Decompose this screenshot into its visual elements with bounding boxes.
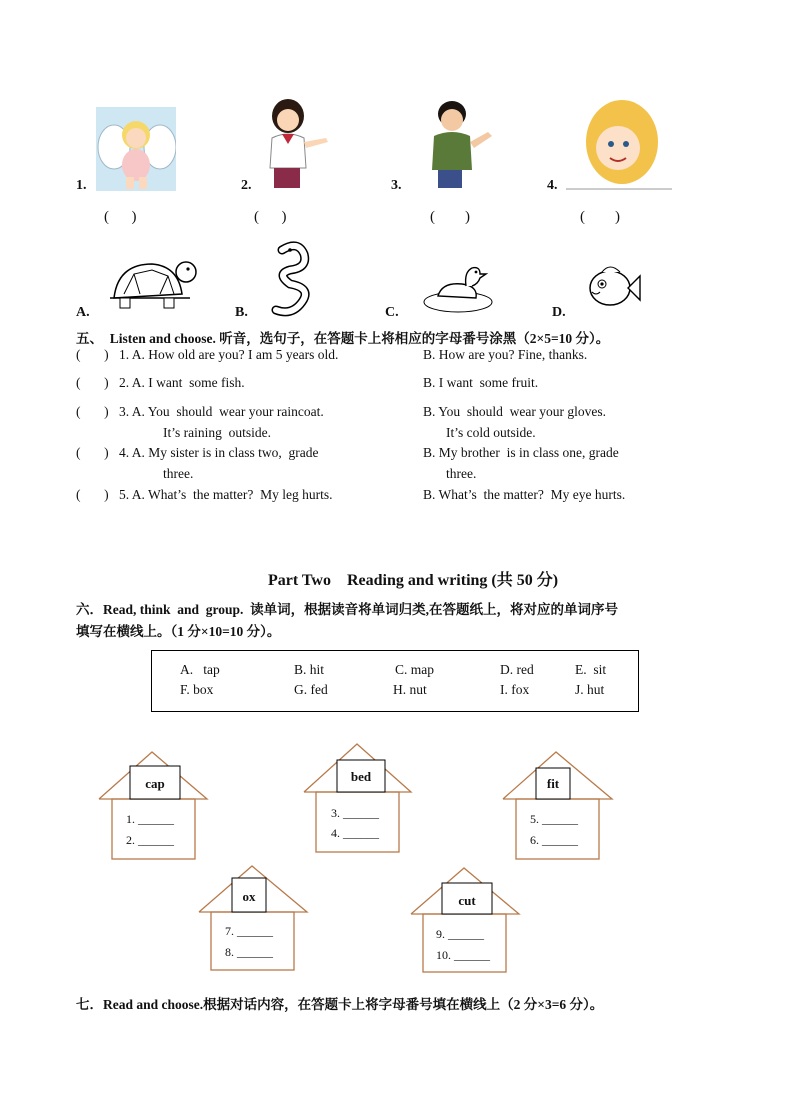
section-5-heading: 五、 Listen and choose. 听音，选句子，在答题卡上将相应的字母番号涂黑（2×5=10 分）。: [76, 331, 610, 346]
option-label-c: C.: [385, 305, 399, 320]
section-7-heading: 七．Read and choose.根据对话内容，在答题卡上将字母番号填在横线上（2 分×3=6 分）。: [76, 997, 604, 1012]
word-j: J. hut: [575, 682, 605, 697]
house-cap-word: cap: [145, 776, 165, 791]
blank-4[interactable]: 4. ______: [331, 826, 379, 840]
picture-number-3: 3.: [391, 178, 402, 193]
snake-picture: [268, 240, 324, 318]
blank-9[interactable]: 9. ______: [436, 927, 484, 941]
house-ox-word: ox: [242, 889, 256, 904]
blank-6[interactable]: 6. ______: [530, 833, 578, 847]
question-2-option-a: 2. A. I want some fish.: [119, 375, 245, 390]
house-fit-word: fit: [546, 776, 560, 791]
picture-boy: [426, 98, 498, 190]
word-e: E. sit: [575, 662, 607, 677]
question-4-option-a-cont: three.: [163, 466, 194, 481]
word-b: B. hit: [294, 662, 325, 677]
question-bracket-4[interactable]: ( ): [76, 445, 109, 460]
picture-number-2: 2.: [241, 178, 252, 193]
section-6-heading-line-2: 填写在横线上。（1 分×10=10 分）。: [76, 624, 281, 639]
fish-picture: [584, 262, 642, 312]
turtle-picture: [104, 256, 198, 312]
option-label-b: B.: [235, 305, 248, 320]
picture-angel: [96, 107, 176, 191]
blank-10[interactable]: 10. ______: [436, 948, 490, 962]
option-label-a: A.: [76, 305, 90, 320]
question-3-option-b-cont: It’s cold outside.: [446, 425, 536, 440]
question-3-option-a-cont: It’s raining outside.: [163, 425, 271, 440]
word-a: A. tap: [180, 662, 220, 677]
question-5-option-a: 5. A. What’s the matter? My leg hurts.: [119, 487, 333, 502]
section-6-heading-line-1: 六．Read, think and group. 读单词，根据读音将单词归类,在答题纸上，将对应的单词序号: [76, 602, 619, 617]
question-bracket-3[interactable]: ( ): [76, 404, 109, 419]
question-4-option-a: 4. A. My sister is in class two, grade: [119, 445, 319, 460]
answer-bracket-3[interactable]: ( ): [430, 209, 470, 225]
option-label-d: D.: [552, 305, 566, 320]
word-d: D. red: [500, 662, 534, 677]
picture-girl-curly: [566, 98, 672, 190]
house-bed-word: bed: [350, 769, 372, 784]
blank-1[interactable]: 1. ______: [126, 812, 174, 826]
blank-2[interactable]: 2. ______: [126, 833, 174, 847]
word-c: C. map: [395, 662, 434, 677]
question-5-option-b: B. What’s the matter? My eye hurts.: [423, 487, 626, 502]
house-cut-word: cut: [458, 893, 476, 908]
question-4-option-b-cont: three.: [446, 466, 477, 481]
question-bracket-1[interactable]: ( ): [76, 347, 109, 362]
question-3-option-b: B. You should wear your gloves.: [423, 404, 607, 419]
answer-bracket-1[interactable]: ( ): [104, 209, 137, 225]
question-bracket-5[interactable]: ( ): [76, 487, 109, 502]
word-g: G. fed: [294, 682, 328, 697]
picture-girl: [262, 98, 334, 190]
word-bank-box: [151, 650, 639, 712]
question-3-option-a: 3. A. You should wear your raincoat.: [119, 404, 324, 419]
picture-number-1: 1.: [76, 178, 87, 193]
blank-5[interactable]: 5. ______: [530, 812, 578, 826]
picture-number-4: 4.: [547, 178, 558, 193]
blank-7[interactable]: 7. ______: [225, 924, 273, 938]
word-h: H. nut: [393, 682, 427, 697]
answer-bracket-4[interactable]: ( ): [580, 209, 620, 225]
question-bracket-2[interactable]: ( ): [76, 375, 109, 390]
question-2-option-b: B. I want some fruit.: [423, 375, 539, 390]
duck-picture: [422, 262, 494, 314]
word-f: F. box: [180, 682, 214, 697]
word-i: I. fox: [500, 682, 530, 697]
question-1-option-b: B. How are you? Fine, thanks.: [423, 347, 588, 362]
answer-bracket-2[interactable]: ( ): [254, 209, 287, 225]
part-two-title: Part Two Reading and writing (共 50 分): [268, 572, 559, 589]
question-4-option-b: B. My brother is in class one, grade: [423, 445, 619, 460]
question-1-option-a: 1. A. How old are you? I am 5 years old.: [119, 347, 339, 362]
blank-8[interactable]: 8. ______: [225, 945, 273, 959]
blank-3[interactable]: 3. ______: [331, 806, 379, 820]
